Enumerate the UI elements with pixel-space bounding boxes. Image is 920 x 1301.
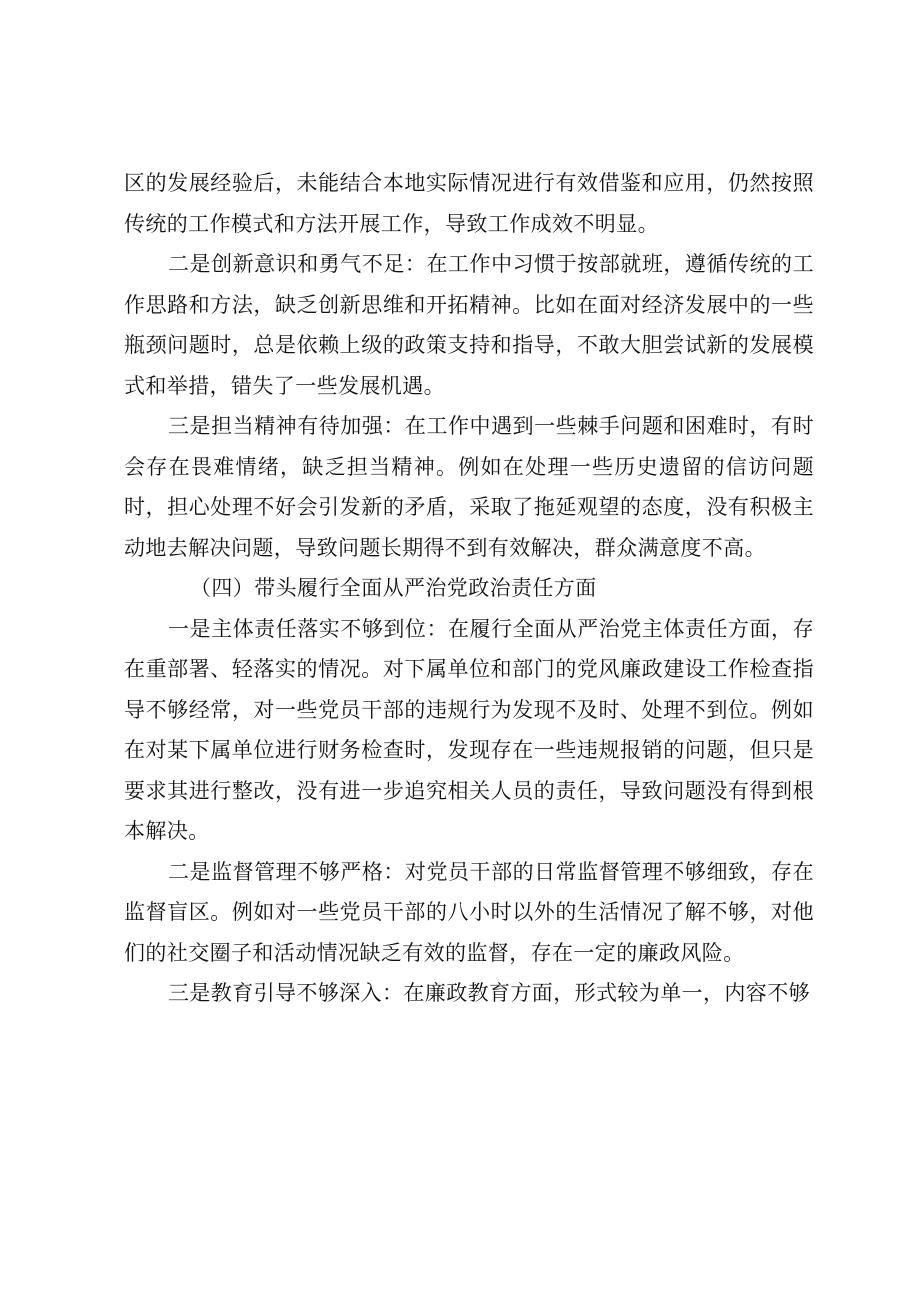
paragraph-lead: 三是教育引导不够深入： bbox=[168, 981, 404, 1005]
paragraph-text: 在廉政教育方面，形式较为单一，内容不够 bbox=[403, 981, 811, 1005]
paragraph-lead: 三是担当精神有待加强： bbox=[168, 414, 405, 438]
paragraph-lead: 一是主体责任落实不够到位： bbox=[168, 616, 448, 641]
section-heading bbox=[124, 568, 814, 609]
paragraph-main-responsibility bbox=[124, 609, 814, 852]
paragraph-responsibility bbox=[124, 406, 814, 568]
paragraph-lead: 二是监督管理不够严格： bbox=[168, 859, 405, 884]
paragraph-lead: 二是创新意识和勇气不足： bbox=[168, 252, 427, 276]
paragraph-text: 在工作中遇到一些棘手问题和困难时，有时会存在畏难情绪，缺乏担当精神。例如在处理一些历史遗留的信访问题时，担心处理不好会引发新的矛盾，采取了拖延观望的态度，没有积极主动地去解决问题，导致问题长期得不到有效解决，群众满意度不高。 bbox=[124, 414, 814, 560]
paragraph-text: 区的发展经验后，未能结合本地实际情况进行有效借鉴和应用，仍然按照传统的工作模式和方法开展工作，导致工作成效不明显。 bbox=[124, 171, 814, 236]
section-heading-text: （四）带头履行全面从严治党政治责任方面 bbox=[190, 576, 597, 600]
paragraph-innovation bbox=[124, 244, 814, 406]
paragraph-education bbox=[124, 973, 814, 1014]
paragraph-text: 在履行全面从严治党主体责任方面，存在重部署、轻落实的情况。对下属单位和部门的党风廉政建设工作检查指导不够经常，对一些党员干部的违规行为发现不及时、处理不到位。例如在对某下属单位进行财务检查时，发现存在一些违规报销的问题，但只是要求其进行整改，没有进一步追究相关人员的责任，导致问题没有得到根本解决。 bbox=[124, 616, 814, 843]
paragraph-text: 对党员干部的日常监督管理不够细致，存在监督盲区。例如对一些党员干部的八小时以外的生活情况了解不够，对他们的社交圈子和活动情况缺乏有效的监督，存在一定的廉政风险。 bbox=[124, 859, 814, 965]
paragraph-supervision bbox=[124, 852, 814, 974]
paragraph-continuation bbox=[124, 163, 814, 244]
paragraph-text: 在工作中习惯于按部就班，遵循传统的工作思路和方法，缺乏创新思维和开拓精神。比如在面对经济发展中的一些瓶颈问题时，总是依赖上级的政策支持和指导，不敢大胆尝试新的发展模式和举措，错失了一些发展机遇。 bbox=[124, 252, 814, 398]
document-body bbox=[124, 163, 814, 1014]
